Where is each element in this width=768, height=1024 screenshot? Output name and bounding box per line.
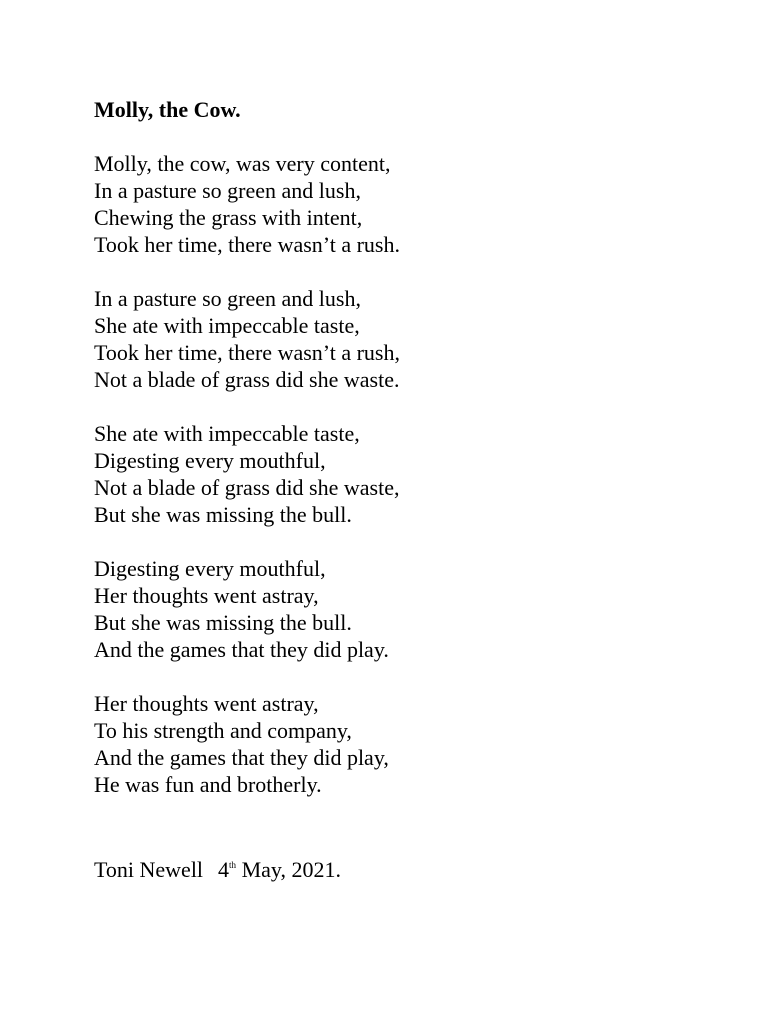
poem-line: Not a blade of grass did she waste, xyxy=(94,475,400,500)
poem-line: He was fun and brotherly. xyxy=(94,772,322,797)
poem-line: And the games that they did play, xyxy=(94,745,389,770)
poem-line: In a pasture so green and lush, xyxy=(94,178,361,203)
poem-line: Molly, the cow, was very content, xyxy=(94,151,391,176)
stanza-2 xyxy=(94,285,708,393)
poem-line: Took her time, there wasn’t a rush, xyxy=(94,340,400,365)
poem-line: Digesting every mouthful, xyxy=(94,556,326,581)
poem-line: In a pasture so green and lush, xyxy=(94,286,361,311)
poem-line: Chewing the grass with intent, xyxy=(94,205,363,230)
stanza-1 xyxy=(94,150,708,258)
poem-line: She ate with impeccable taste, xyxy=(94,421,360,446)
poem-line: Her thoughts went astray, xyxy=(94,583,319,608)
author-name: Toni Newell xyxy=(94,857,204,882)
date xyxy=(218,857,341,882)
stanza-4 xyxy=(94,555,708,663)
poem-title: Molly, the Cow. xyxy=(94,97,241,122)
date-ordinal-suffix: th xyxy=(229,860,237,870)
date-day: 4 xyxy=(218,857,230,882)
poem-line: She ate with impeccable taste, xyxy=(94,313,360,338)
poem-line: Her thoughts went astray, xyxy=(94,691,319,716)
poem-line: To his strength and company, xyxy=(94,718,352,743)
poem-line: Took her time, there wasn’t a rush. xyxy=(94,232,400,257)
poem-line: Digesting every mouthful, xyxy=(94,448,326,473)
poem-line: But she was missing the bull. xyxy=(94,502,352,527)
poem-line: And the games that they did play. xyxy=(94,637,389,662)
author-date-line xyxy=(94,852,708,883)
poem-line: But she was missing the bull. xyxy=(94,610,352,635)
poem-line: Not a blade of grass did she waste. xyxy=(94,367,400,392)
date-rest: May, 2021. xyxy=(236,857,341,882)
stanza-3 xyxy=(94,420,708,528)
stanza-5 xyxy=(94,690,708,798)
